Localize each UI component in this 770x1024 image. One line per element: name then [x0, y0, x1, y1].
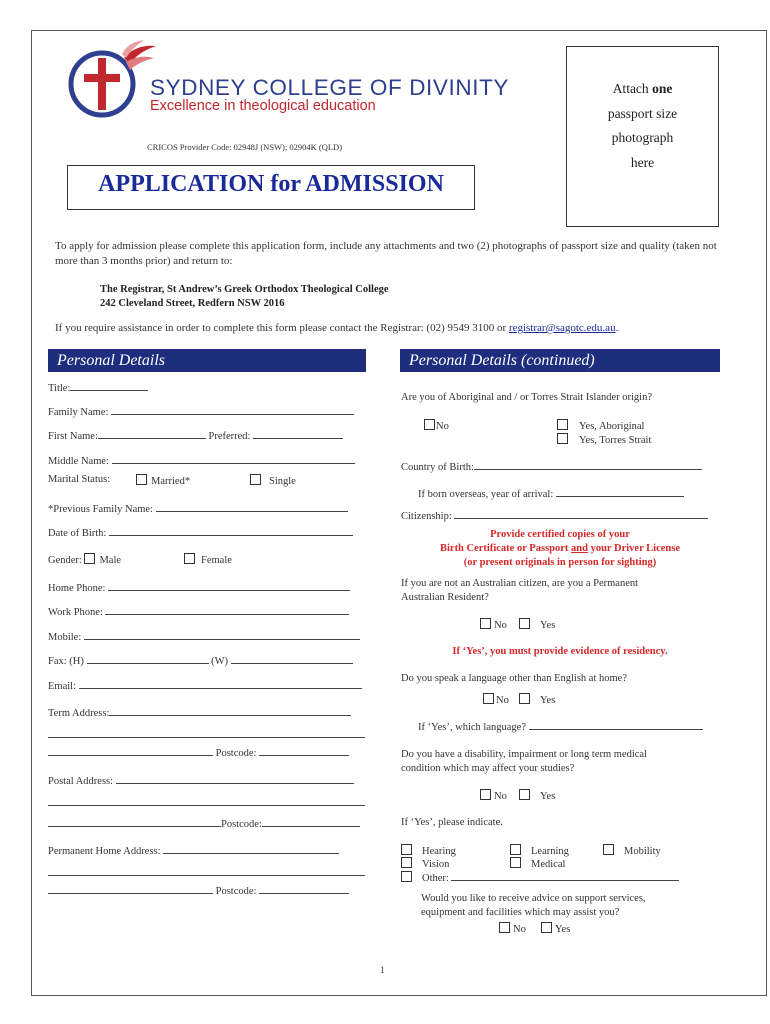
residency-note: If ‘Yes’, you must provide evidence of residency. [452, 646, 668, 657]
vision-label: Vision [422, 859, 450, 870]
which-language-label: If ‘Yes’, which language? [418, 722, 526, 733]
citizenship-field[interactable] [401, 509, 708, 522]
postal-address-field[interactable] [48, 774, 354, 787]
email-blank [79, 679, 362, 689]
yes-torres-checkbox[interactable] [557, 433, 568, 444]
permanent-postcode-field[interactable] [48, 884, 349, 897]
work-phone-label: Work Phone: [48, 607, 103, 618]
single-label: Single [269, 476, 296, 487]
marital-status-field [48, 474, 110, 485]
other-checkbox[interactable] [401, 871, 412, 882]
medical-checkbox[interactable] [510, 857, 521, 868]
learning-option[interactable] [510, 844, 569, 857]
single-checkbox[interactable] [250, 474, 261, 485]
fax-field[interactable] [48, 654, 353, 667]
pr-question-line1: If you are not an Australian citizen, are you a Permanent [401, 578, 639, 589]
which-language-blank [529, 720, 703, 730]
which-language-field[interactable] [418, 720, 703, 733]
postal-address-line3-blank [48, 817, 221, 827]
middle-name-label: Middle Name: [48, 456, 109, 467]
language-no-checkbox[interactable] [483, 693, 494, 704]
support-question-line2: equipment and facilities which may assist you? [421, 907, 620, 918]
pr-question-line2: Australian Resident? [401, 592, 489, 603]
cricos-code: CRICOS Provider Code: 02948J (NSW); 02904K (QLD) [147, 142, 343, 152]
please-indicate: If ‘Yes’, please indicate. [401, 817, 503, 828]
title-blank [70, 381, 148, 391]
term-address-label: Term Address: [48, 708, 110, 719]
disability-no-checkbox[interactable] [480, 789, 491, 800]
permanent-address-line2[interactable] [48, 866, 365, 879]
learning-checkbox[interactable] [510, 844, 521, 855]
language-question: Do you speak a language other than English at home? [401, 673, 627, 684]
learning-label: Learning [531, 846, 569, 857]
postal-address-line2-blank [48, 796, 365, 806]
personal-details-heading: Personal Details [48, 349, 366, 372]
fax-w-blank [231, 654, 353, 664]
assist-text [55, 322, 618, 334]
male-label: Male [99, 555, 122, 566]
language-yes-label: Yes [540, 695, 556, 706]
mobile-blank [84, 630, 360, 640]
home-phone-label: Home Phone: [48, 583, 106, 594]
postal-postcode-blank [262, 817, 360, 827]
support-no-checkbox[interactable] [499, 922, 510, 933]
language-yes-option[interactable] [519, 693, 555, 706]
fax-w-label: (W) [211, 656, 229, 667]
email-label: Email: [48, 681, 76, 692]
mobile-label: Mobile: [48, 632, 82, 643]
married-checkbox[interactable] [136, 474, 147, 485]
yes-torres-option[interactable] [557, 433, 651, 446]
married-option[interactable] [136, 474, 190, 487]
permanent-address-field[interactable] [48, 844, 339, 857]
term-address-line2[interactable] [48, 728, 365, 741]
family-name-blank [111, 405, 354, 415]
previous-family-name-blank [156, 502, 348, 512]
photo-line4: here [630, 154, 655, 170]
assist-body: If you require assistance in order to complete this form please contact the Registrar: (02) 9549 3100 or [55, 322, 509, 334]
other-option[interactable] [401, 871, 679, 884]
registrar-line1: The Registrar, St Andrew’s Greek Orthodox Theological College [100, 284, 389, 295]
pr-yes-checkbox[interactable] [519, 618, 530, 629]
first-name-label: First Name: [48, 431, 98, 442]
pr-yes-option[interactable] [519, 618, 555, 631]
support-yes-checkbox[interactable] [541, 922, 552, 933]
pr-yes-label: Yes [540, 620, 556, 631]
certified-line1: Provide certified copies of your [490, 529, 630, 540]
permanent-address-label: Permanent Home Address: [48, 846, 161, 857]
disability-yes-label: Yes [540, 791, 556, 802]
other-label: Other: [422, 873, 449, 884]
permanent-postcode-label: Postcode: [215, 886, 257, 897]
mobility-label: Mobility [624, 846, 661, 857]
support-yes-option[interactable] [541, 922, 570, 935]
vision-checkbox[interactable] [401, 857, 412, 868]
photo-line3: photograph [611, 130, 674, 145]
dob-blank [109, 526, 353, 536]
registrar-line2: 242 Cleveland Street, Redfern NSW 2016 [100, 297, 285, 309]
personal-details-continued-heading: Personal Details (continued) [400, 349, 720, 372]
pr-no-checkbox[interactable] [480, 618, 491, 629]
permanent-address-line2-blank [48, 866, 365, 876]
support-question-line1: Would you like to receive advice on support services, [421, 893, 646, 904]
aboriginal-no-label: No [436, 421, 449, 432]
pr-question [401, 577, 638, 605]
dob-label: Date of Birth: [48, 528, 107, 539]
yes-aboriginal-checkbox[interactable] [557, 419, 568, 430]
hearing-checkbox[interactable] [401, 844, 412, 855]
middle-name-field[interactable] [48, 454, 355, 467]
registrar-address [100, 283, 389, 310]
mobility-checkbox[interactable] [603, 844, 614, 855]
gender-field [48, 553, 121, 566]
female-checkbox[interactable] [184, 553, 195, 564]
term-address-blank [109, 706, 351, 716]
country-of-birth-field[interactable] [401, 460, 702, 473]
certified-line3: (or present originals in person for sighting) [463, 557, 657, 568]
form-title: APPLICATION for ADMISSION [67, 165, 475, 210]
term-postcode-blank [259, 746, 349, 756]
certified-copies-note [400, 528, 720, 570]
permanent-address-blank [163, 844, 339, 854]
work-phone-field[interactable] [48, 605, 349, 618]
year-of-arrival-label: If born overseas, year of arrival: [418, 489, 554, 500]
term-address-field[interactable] [48, 706, 351, 719]
language-no-option[interactable] [483, 693, 509, 706]
postal-postcode-field[interactable] [48, 817, 360, 830]
single-option[interactable] [250, 474, 296, 487]
dob-field[interactable] [48, 526, 353, 539]
female-option[interactable] [184, 553, 232, 566]
registrar-email-link[interactable]: registrar@sagotc.edu.au [508, 322, 616, 334]
citizenship-label: Citizenship: [401, 511, 452, 522]
year-of-arrival-field[interactable] [418, 487, 684, 500]
certified-line2-pre: Birth Certificate or Passport [439, 543, 572, 554]
yes-aboriginal-label: Yes, Aboriginal [579, 421, 645, 432]
permanent-address-line3-blank [48, 884, 213, 894]
assist-end: . [615, 322, 619, 334]
country-of-birth-label: Country of Birth: [401, 462, 474, 473]
postal-address-label: Postal Address: [48, 776, 114, 787]
tagline: Excellence in theological education [150, 98, 376, 114]
hearing-option[interactable] [401, 844, 456, 857]
postal-address-line2[interactable] [48, 796, 365, 809]
title-field[interactable] [48, 381, 148, 394]
fax-h-blank [87, 654, 209, 664]
yes-torres-label: Yes, Torres Strait [579, 435, 652, 446]
term-address-line2-blank [48, 728, 365, 738]
disability-question-line1: Do you have a disability, impairment or long term medical [401, 749, 648, 760]
photo-line1-bold: one [652, 81, 673, 96]
disability-yes-checkbox[interactable] [519, 789, 530, 800]
disability-no-label: No [494, 791, 507, 802]
language-yes-checkbox[interactable] [519, 693, 530, 704]
support-yes-label: Yes [555, 924, 571, 935]
aboriginal-question: Are you of Aboriginal and / or Torres Strait Islander origin? [401, 392, 653, 403]
mobility-option[interactable] [603, 844, 661, 857]
female-label: Female [201, 555, 232, 566]
hearing-label: Hearing [422, 846, 456, 857]
preferred-label: Preferred: [208, 431, 251, 442]
middle-name-blank [112, 454, 355, 464]
photo-line1-pre: Attach [612, 81, 653, 96]
brand-name: SYDNEY COLLEGE OF DIVINITY [150, 75, 510, 100]
medical-label: Medical [531, 859, 566, 870]
marital-status-label: Marital Status: [48, 474, 111, 485]
title-label: Title: [48, 383, 71, 394]
aboriginal-no-option[interactable] [424, 419, 449, 432]
page-number: 1 [380, 965, 385, 975]
previous-family-name-label: *Previous Family Name: [48, 504, 153, 515]
support-no-label: No [513, 924, 526, 935]
gender-label: Gender: [48, 555, 82, 566]
disability-question-line2: condition which may affect your studies? [401, 763, 575, 774]
pr-no-option[interactable] [480, 618, 507, 631]
intro-text: To apply for admission please complete this application form, include any attachments and two (2) photographs of passport size and quality (taken not more than 3 months prior) and return to: [55, 240, 717, 267]
citizenship-blank [454, 509, 708, 519]
pr-no-label: No [494, 620, 507, 631]
language-no-label: No [496, 695, 509, 706]
home-phone-field[interactable] [48, 581, 350, 594]
term-address-line3-blank [48, 746, 213, 756]
permanent-postcode-blank [259, 884, 349, 894]
country-of-birth-blank [474, 460, 702, 470]
email-field[interactable] [48, 679, 362, 692]
family-name-label: Family Name: [48, 407, 109, 418]
photo-line2: passport size [607, 105, 678, 121]
male-checkbox[interactable] [84, 553, 95, 564]
support-question [421, 892, 646, 920]
certified-line2-post: your Driver License [587, 543, 681, 554]
cross-emblem-icon [64, 40, 164, 125]
home-phone-blank [108, 581, 350, 591]
disability-question [401, 748, 647, 776]
other-blank [451, 871, 679, 881]
married-label: Married* [151, 476, 191, 487]
disability-no-option[interactable] [480, 789, 507, 802]
term-postcode-label: Postcode: [215, 748, 257, 759]
postal-address-blank [116, 774, 354, 784]
medical-option[interactable] [510, 857, 565, 870]
fax-label: Fax: (H) [48, 656, 84, 667]
first-name-blank [98, 429, 206, 439]
yes-aboriginal-option[interactable] [557, 419, 644, 432]
term-postcode-field[interactable] [48, 746, 349, 759]
previous-family-name-field[interactable] [48, 502, 348, 515]
first-name-field[interactable] [48, 429, 343, 442]
aboriginal-no-checkbox[interactable] [424, 419, 435, 430]
certified-line2-and: and [571, 543, 588, 554]
postal-postcode-label: Postcode: [221, 819, 262, 830]
photo-box[interactable] [566, 46, 719, 227]
work-phone-blank [105, 605, 349, 615]
year-of-arrival-blank [556, 487, 684, 497]
preferred-blank [253, 429, 343, 439]
certified-line2 [400, 542, 720, 556]
mobile-field[interactable] [48, 630, 360, 643]
family-name-field[interactable] [48, 405, 354, 418]
disability-yes-option[interactable] [519, 789, 555, 802]
vision-option[interactable] [401, 857, 449, 870]
support-no-option[interactable] [499, 922, 526, 935]
